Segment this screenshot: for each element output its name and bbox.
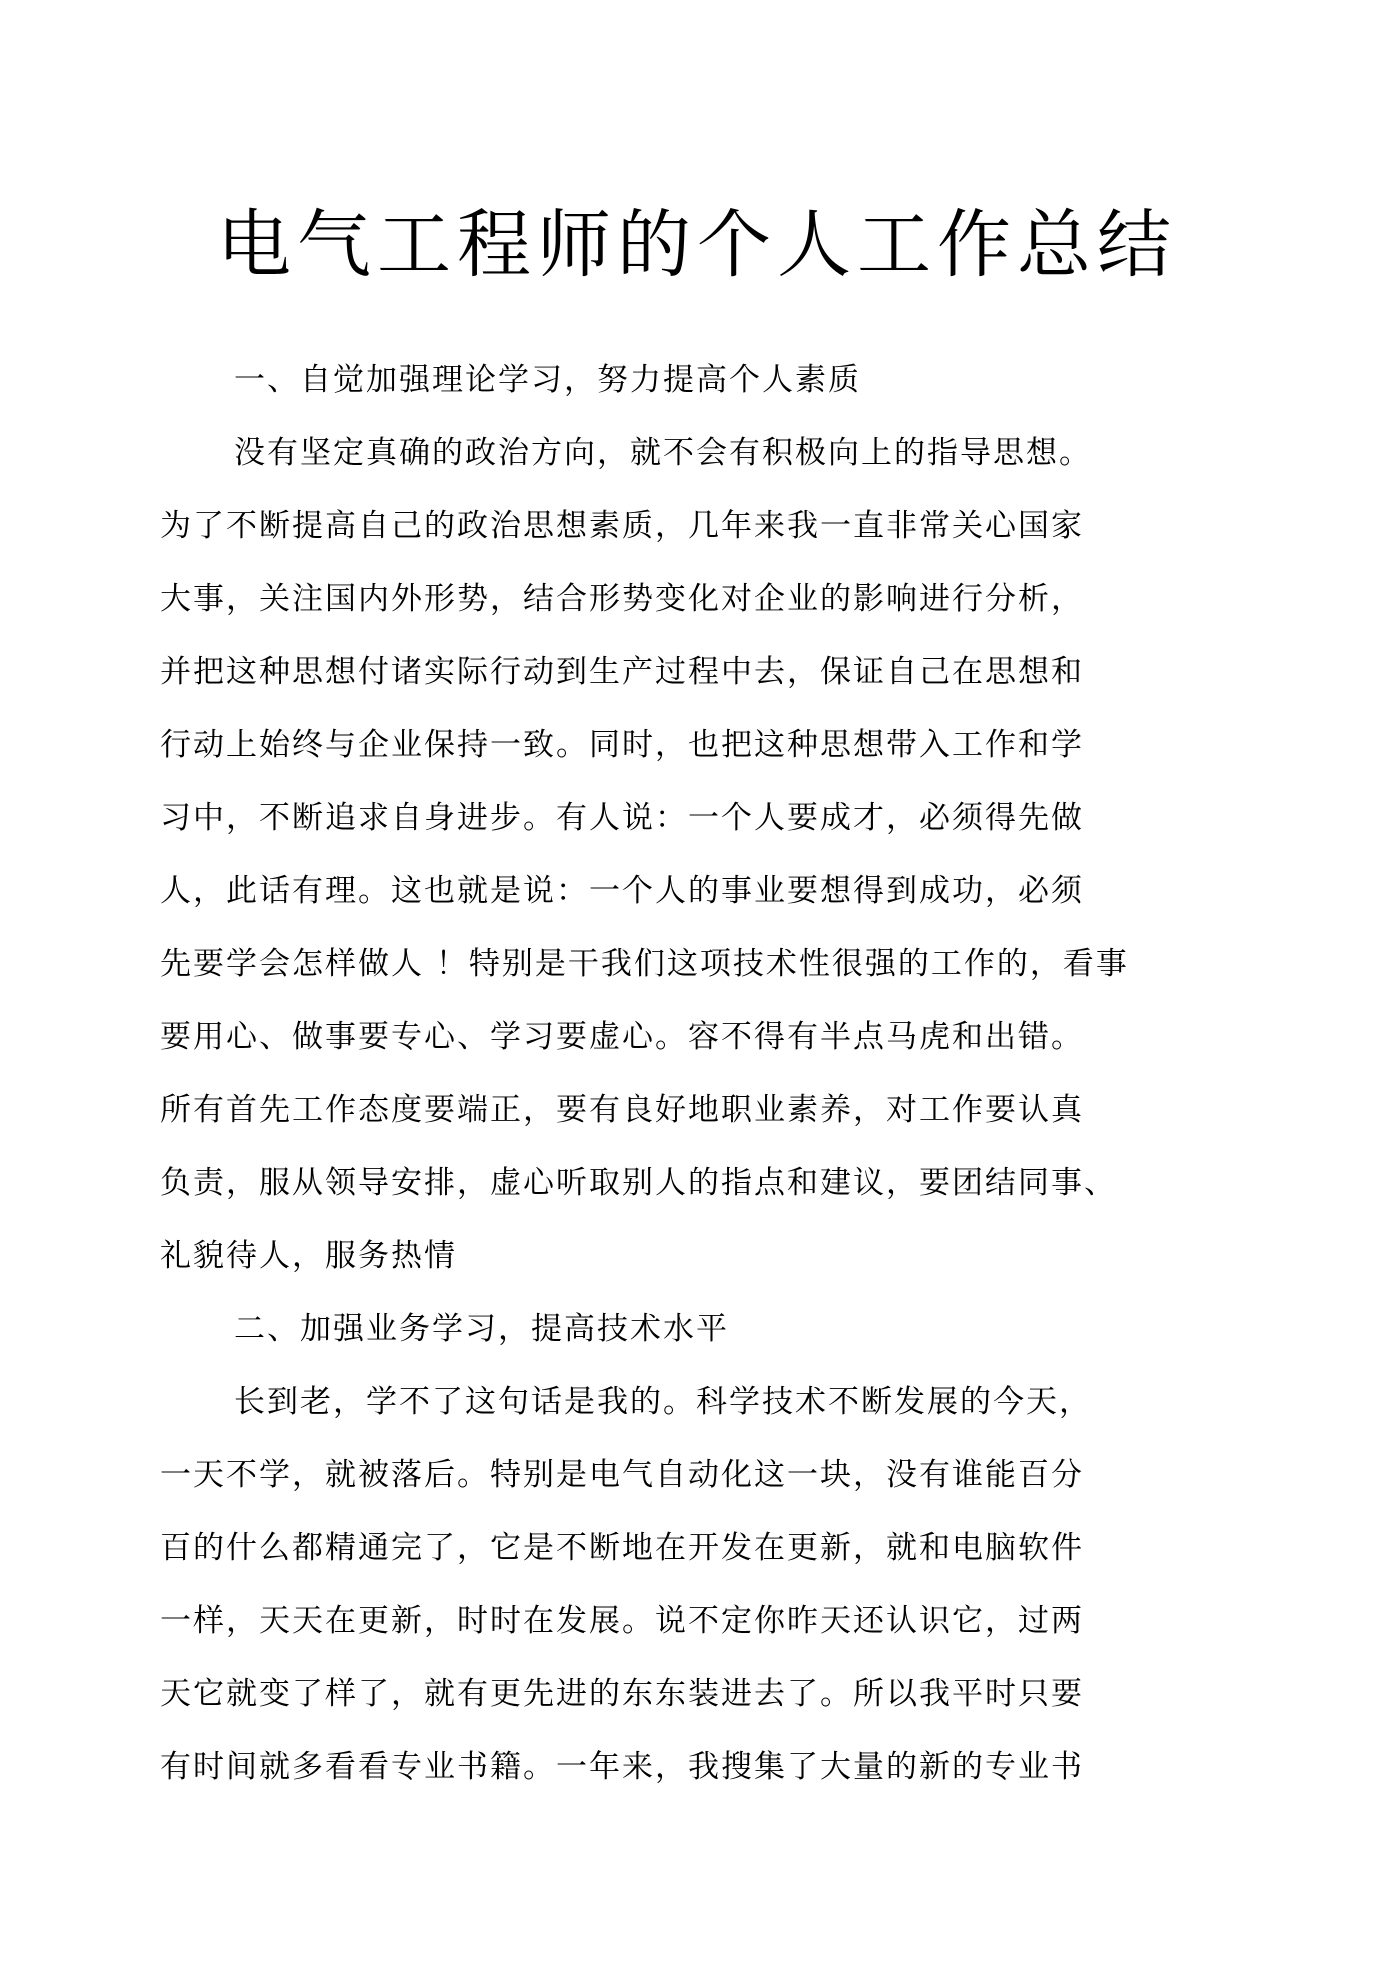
text-line: 一样，天天在更新，时时在发展。说不定你昨天还认识它，过两 <box>160 1603 1084 1639</box>
section-heading: 二、加强业务学习，提高技术水平 <box>234 1311 729 1347</box>
text-line: 为了不断提高自己的政治思想素质，几年来我一直非常关心国家 <box>160 508 1084 544</box>
text-line: 长到老，学不了这句话是我的。科学技术不断发展的今天， <box>234 1384 1092 1420</box>
text-line: 天它就变了样了，就有更先进的东东装进去了。所以我平时只要 <box>160 1676 1084 1712</box>
document-body <box>160 358 1340 1818</box>
text-line: 行动上始终与企业保持一致。同时，也把这种思想带入工作和学 <box>160 727 1084 763</box>
text-line: 百的什么都精通完了，它是不断地在开发在更新，就和电脑软件 <box>160 1530 1084 1566</box>
text-line: 负责，服从领导安排，虚心听取别人的指点和建议，要团结同事、 <box>160 1165 1117 1201</box>
section-heading: 一、自觉加强理论学习，努力提高个人素质 <box>234 362 861 398</box>
text-line: 先要学会怎样做人 ！特别是干我们这项技术性很强的工作的，看事 <box>160 946 1129 982</box>
text-line: 所有首先工作态度要端正，要有良好地职业素养，对工作要认真 <box>160 1092 1084 1128</box>
text-line: 礼貌待人，服务热情 <box>160 1238 457 1274</box>
text-line: 有时间就多看看专业书籍。一年来，我搜集了大量的新的专业书 <box>160 1749 1084 1785</box>
text-line: 人，此话有理。这也就是说：一个人的事业要想得到成功，必须 <box>160 873 1084 909</box>
document-title: 电气工程师的个人工作总结 <box>217 202 1177 288</box>
text-line: 一天不学，就被落后。特别是电气自动化这一块，没有谁能百分 <box>160 1457 1084 1493</box>
text-line: 大事，关注国内外形势，结合形势变化对企业的影响进行分析， <box>160 581 1084 617</box>
text-line: 习中，不断追求自身进步。有人说：一个人要成才，必须得先做 <box>160 800 1084 836</box>
text-line: 并把这种思想付诸实际行动到生产过程中去，保证自己在思想和 <box>160 654 1084 690</box>
text-line: 没有坚定真确的政治方向，就不会有积极向上的指导思想。 <box>234 435 1092 471</box>
text-line: 要用心、做事要专心、学习要虚心。容不得有半点马虎和出错。 <box>160 1019 1084 1055</box>
